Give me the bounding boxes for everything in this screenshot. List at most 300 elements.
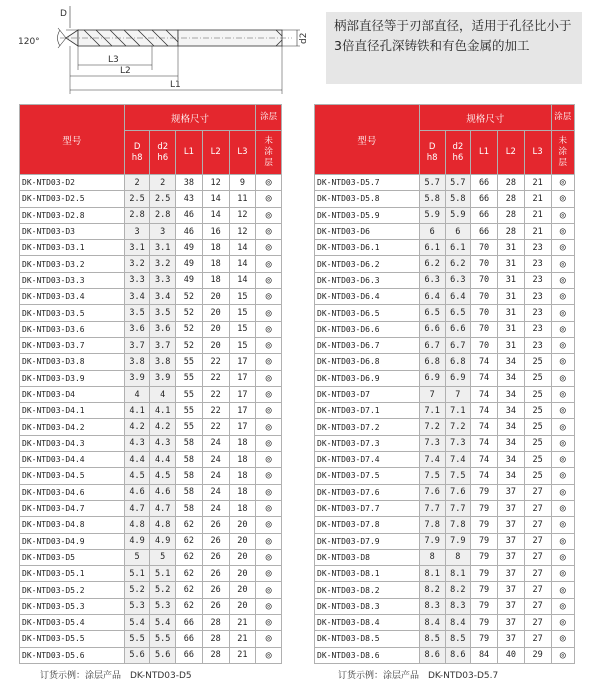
- coating-mark-icon: ◎: [256, 370, 282, 386]
- table-row: [20, 533, 282, 549]
- model-cell: DK-NTD03-D6.1: [315, 240, 420, 256]
- d2-cell: 3.4: [150, 289, 176, 305]
- table-row: [20, 354, 282, 370]
- l3-cell: 27: [524, 500, 551, 516]
- coating-mark-icon: ◎: [256, 240, 282, 256]
- l2-cell: 18: [202, 240, 229, 256]
- l2-cell: 28: [497, 175, 524, 191]
- l1-cell: 66: [471, 175, 498, 191]
- l2-cell: 34: [497, 419, 524, 435]
- l2-cell: 28: [202, 615, 229, 631]
- d-cell: 7.1: [419, 403, 445, 419]
- model-cell: DK-NTD03-D7.3: [315, 435, 420, 451]
- coating-mark-icon: ◎: [551, 354, 574, 370]
- model-cell: DK-NTD03-D8: [315, 549, 420, 565]
- d2-cell: 7.8: [445, 517, 471, 533]
- l2-cell: 14: [202, 207, 229, 223]
- l1-cell: 62: [176, 598, 203, 614]
- model-cell: DK-NTD03-D5.1: [20, 566, 125, 582]
- l2-cell: 31: [497, 272, 524, 288]
- table-row: [20, 370, 282, 386]
- l2-cell: 28: [497, 223, 524, 239]
- l3-cell: 27: [524, 598, 551, 614]
- l1-cell: 55: [176, 403, 203, 419]
- l1-cell: 70: [471, 272, 498, 288]
- model-cell: DK-NTD03-D8.1: [315, 566, 420, 582]
- d-cell: 3.2: [124, 256, 150, 272]
- coating-mark-icon: ◎: [551, 517, 574, 533]
- d-cell: 5.3: [124, 598, 150, 614]
- l2-cell: 37: [497, 598, 524, 614]
- l1-cell: 79: [471, 598, 498, 614]
- coating-mark-icon: ◎: [551, 549, 574, 565]
- d-cell: 7.8: [419, 517, 445, 533]
- coating-mark-icon: ◎: [256, 305, 282, 321]
- model-cell: DK-NTD03-D8.6: [315, 647, 420, 663]
- l2-cell: 37: [497, 533, 524, 549]
- d2-cell: 8.1: [445, 566, 471, 582]
- l1-cell: 58: [176, 468, 203, 484]
- coating-mark-icon: ◎: [256, 191, 282, 207]
- description-text: 柄部直径等于刃部直径，适用于孔径比小于3倍直径孔深铸铁和有色金属的加工: [334, 18, 572, 53]
- table-body-left: [20, 175, 282, 664]
- model-cell: DK-NTD03-D7.5: [315, 468, 420, 484]
- model-cell: DK-NTD03-D5.9: [315, 207, 420, 223]
- coating-mark-icon: ◎: [256, 223, 282, 239]
- l1-cell: 74: [471, 354, 498, 370]
- l1-cell: 55: [176, 370, 203, 386]
- coating-mark-icon: ◎: [256, 566, 282, 582]
- l1-cell: 66: [176, 615, 203, 631]
- l2-cell: 34: [497, 452, 524, 468]
- d2-cell: 5.5: [150, 631, 176, 647]
- d2-cell: 6.5: [445, 305, 471, 321]
- l3-cell: 25: [524, 435, 551, 451]
- table-row: [315, 566, 575, 582]
- header-l2: L2: [202, 131, 229, 175]
- header-l3: L3: [229, 131, 256, 175]
- model-cell: DK-NTD03-D7.7: [315, 500, 420, 516]
- l1-cell: 79: [471, 582, 498, 598]
- l2-cell: 34: [497, 435, 524, 451]
- l3-cell: 23: [524, 337, 551, 353]
- l2-cell: 34: [497, 468, 524, 484]
- model-cell: DK-NTD03-D4.8: [20, 517, 125, 533]
- l3-cell: 14: [229, 240, 256, 256]
- d2-cell: 8.5: [445, 631, 471, 647]
- table-row: [20, 484, 282, 500]
- d2-cell: 3.7: [150, 337, 176, 353]
- l2-cell: 26: [202, 517, 229, 533]
- model-cell: DK-NTD03-D7.8: [315, 517, 420, 533]
- coating-mark-icon: ◎: [551, 272, 574, 288]
- model-cell: DK-NTD03-D4: [20, 386, 125, 402]
- table-row: [20, 435, 282, 451]
- d2-cell: 5.6: [150, 647, 176, 663]
- l1-cell: 79: [471, 533, 498, 549]
- l3-cell: 23: [524, 272, 551, 288]
- l2-cell: 26: [202, 533, 229, 549]
- l1-cell: 84: [471, 647, 498, 663]
- header-coating: 涂层: [551, 105, 574, 131]
- coating-mark-icon: ◎: [256, 582, 282, 598]
- d2-cell: 6.7: [445, 337, 471, 353]
- l3-cell: 23: [524, 321, 551, 337]
- d2-cell: 4.9: [150, 533, 176, 549]
- label-l2: L2: [120, 66, 131, 76]
- d-cell: 4: [124, 386, 150, 402]
- table-row: [315, 452, 575, 468]
- d-cell: 6.1: [419, 240, 445, 256]
- l1-cell: 62: [176, 582, 203, 598]
- d-cell: 8: [419, 549, 445, 565]
- l3-cell: 25: [524, 452, 551, 468]
- coating-mark-icon: ◎: [551, 582, 574, 598]
- l1-cell: 70: [471, 321, 498, 337]
- coating-mark-icon: ◎: [551, 435, 574, 451]
- l2-cell: 22: [202, 354, 229, 370]
- table-row: [315, 549, 575, 565]
- d-cell: 7.2: [419, 419, 445, 435]
- d-cell: 2: [124, 175, 150, 191]
- coating-mark-icon: ◎: [551, 647, 574, 663]
- l3-cell: 25: [524, 468, 551, 484]
- d2-cell: 8.3: [445, 598, 471, 614]
- d-cell: 3: [124, 223, 150, 239]
- d2-cell: 5.4: [150, 615, 176, 631]
- l2-cell: 24: [202, 452, 229, 468]
- model-cell: DK-NTD03-D6.3: [315, 272, 420, 288]
- d-cell: 6.9: [419, 370, 445, 386]
- l1-cell: 74: [471, 435, 498, 451]
- label-l1: L1: [170, 80, 181, 90]
- d-cell: 5.6: [124, 647, 150, 663]
- l2-cell: 34: [497, 354, 524, 370]
- d2-cell: 7.4: [445, 452, 471, 468]
- table-row: [20, 647, 282, 663]
- d2-cell: 4.8: [150, 517, 176, 533]
- l1-cell: 49: [176, 256, 203, 272]
- l2-cell: 26: [202, 566, 229, 582]
- l3-cell: 27: [524, 484, 551, 500]
- model-cell: DK-NTD03-D4.2: [20, 419, 125, 435]
- l3-cell: 25: [524, 354, 551, 370]
- l2-cell: 37: [497, 615, 524, 631]
- l1-cell: 46: [176, 223, 203, 239]
- model-cell: DK-NTD03-D3.7: [20, 337, 125, 353]
- label-d2: d2: [299, 32, 309, 44]
- l2-cell: 22: [202, 403, 229, 419]
- table-row: [20, 468, 282, 484]
- model-cell: DK-NTD03-D5.7: [315, 175, 420, 191]
- d2-cell: 4.4: [150, 452, 176, 468]
- l2-cell: 31: [497, 289, 524, 305]
- d-cell: 3.4: [124, 289, 150, 305]
- l1-cell: 55: [176, 386, 203, 402]
- l2-cell: 26: [202, 582, 229, 598]
- header-model: 型号: [20, 105, 125, 175]
- table-row: [20, 191, 282, 207]
- d-cell: 8.3: [419, 598, 445, 614]
- d2-cell: 6.9: [445, 370, 471, 386]
- l2-cell: 12: [202, 175, 229, 191]
- d2-cell: 8: [445, 549, 471, 565]
- model-cell: DK-NTD03-D4.9: [20, 533, 125, 549]
- table-row: [20, 240, 282, 256]
- d-cell: 7: [419, 386, 445, 402]
- l3-cell: 11: [229, 191, 256, 207]
- d2-cell: 4.3: [150, 435, 176, 451]
- l3-cell: 20: [229, 517, 256, 533]
- d-cell: 8.5: [419, 631, 445, 647]
- coating-mark-icon: ◎: [256, 452, 282, 468]
- table-row: [20, 500, 282, 516]
- l1-cell: 79: [471, 566, 498, 582]
- l3-cell: 15: [229, 321, 256, 337]
- l3-cell: 20: [229, 582, 256, 598]
- l1-cell: 52: [176, 321, 203, 337]
- label-l3: L3: [108, 55, 119, 65]
- l3-cell: 27: [524, 549, 551, 565]
- coating-mark-icon: ◎: [551, 500, 574, 516]
- table-row: [315, 403, 575, 419]
- l1-cell: 79: [471, 500, 498, 516]
- description-note: [326, 12, 582, 84]
- model-cell: DK-NTD03-D7.1: [315, 403, 420, 419]
- model-cell: DK-NTD03-D5.3: [20, 598, 125, 614]
- d-cell: 6.6: [419, 321, 445, 337]
- l3-cell: 18: [229, 500, 256, 516]
- d2-cell: 7.2: [445, 419, 471, 435]
- d-cell: 6.8: [419, 354, 445, 370]
- table-row: [20, 419, 282, 435]
- l2-cell: 37: [497, 631, 524, 647]
- model-cell: DK-NTD03-D6.2: [315, 256, 420, 272]
- d-cell: 5.5: [124, 631, 150, 647]
- model-cell: DK-NTD03-D8.5: [315, 631, 420, 647]
- l3-cell: 21: [524, 175, 551, 191]
- l1-cell: 79: [471, 615, 498, 631]
- coating-mark-icon: ◎: [551, 566, 574, 582]
- d-cell: 3.9: [124, 370, 150, 386]
- l3-cell: 29: [524, 647, 551, 663]
- l3-cell: 17: [229, 370, 256, 386]
- header-l2: L2: [497, 131, 524, 175]
- model-cell: DK-NTD03-D2.5: [20, 191, 125, 207]
- table-row: [20, 256, 282, 272]
- coating-mark-icon: ◎: [256, 337, 282, 353]
- table-row: [315, 175, 575, 191]
- l3-cell: 9: [229, 175, 256, 191]
- d2-cell: 6.1: [445, 240, 471, 256]
- table-row: [315, 419, 575, 435]
- model-cell: DK-NTD03-D4.4: [20, 452, 125, 468]
- model-cell: DK-NTD03-D6.7: [315, 337, 420, 353]
- l1-cell: 70: [471, 289, 498, 305]
- d2-cell: 4.2: [150, 419, 176, 435]
- model-cell: DK-NTD03-D6: [315, 223, 420, 239]
- d-cell: 4.3: [124, 435, 150, 451]
- model-cell: DK-NTD03-D3.1: [20, 240, 125, 256]
- coating-mark-icon: ◎: [256, 598, 282, 614]
- d-cell: 4.5: [124, 468, 150, 484]
- table-row: [20, 598, 282, 614]
- d2-cell: 3.5: [150, 305, 176, 321]
- table-row: [20, 337, 282, 353]
- d2-cell: 4.7: [150, 500, 176, 516]
- l2-cell: 37: [497, 517, 524, 533]
- l1-cell: 52: [176, 305, 203, 321]
- l3-cell: 18: [229, 435, 256, 451]
- l2-cell: 22: [202, 386, 229, 402]
- coating-mark-icon: ◎: [256, 484, 282, 500]
- table-row: [315, 598, 575, 614]
- l3-cell: 27: [524, 582, 551, 598]
- l2-cell: 24: [202, 435, 229, 451]
- l3-cell: 20: [229, 533, 256, 549]
- model-cell: DK-NTD03-D4.7: [20, 500, 125, 516]
- l3-cell: 20: [229, 598, 256, 614]
- coating-mark-icon: ◎: [551, 337, 574, 353]
- table-row: [20, 386, 282, 402]
- model-cell: DK-NTD03-D7.6: [315, 484, 420, 500]
- l1-cell: 70: [471, 256, 498, 272]
- l3-cell: 25: [524, 370, 551, 386]
- l3-cell: 17: [229, 419, 256, 435]
- l1-cell: 66: [176, 631, 203, 647]
- model-cell: DK-NTD03-D7.2: [315, 419, 420, 435]
- l3-cell: 25: [524, 386, 551, 402]
- l1-cell: 38: [176, 175, 203, 191]
- d-cell: 3.8: [124, 354, 150, 370]
- l2-cell: 40: [497, 647, 524, 663]
- coating-mark-icon: ◎: [551, 289, 574, 305]
- l3-cell: 27: [524, 631, 551, 647]
- table-row: [315, 631, 575, 647]
- d2-cell: 7.9: [445, 533, 471, 549]
- d-cell: 6.7: [419, 337, 445, 353]
- l2-cell: 18: [202, 272, 229, 288]
- coating-mark-icon: ◎: [551, 175, 574, 191]
- table-row: [315, 354, 575, 370]
- l3-cell: 21: [229, 647, 256, 663]
- d-cell: 3.5: [124, 305, 150, 321]
- coating-mark-icon: ◎: [551, 256, 574, 272]
- table-row: [20, 631, 282, 647]
- d-cell: 3.6: [124, 321, 150, 337]
- label-angle: 120°: [18, 37, 40, 47]
- d-cell: 6: [419, 223, 445, 239]
- l2-cell: 34: [497, 403, 524, 419]
- d-cell: 5.4: [124, 615, 150, 631]
- model-cell: DK-NTD03-D6.5: [315, 305, 420, 321]
- l2-cell: 37: [497, 484, 524, 500]
- coating-mark-icon: ◎: [256, 647, 282, 663]
- l2-cell: 14: [202, 191, 229, 207]
- coating-mark-icon: ◎: [256, 631, 282, 647]
- header-coating: 涂层: [256, 105, 282, 131]
- table-row: [20, 207, 282, 223]
- label-d: D: [60, 9, 67, 19]
- d2-cell: 3.1: [150, 240, 176, 256]
- table-row: [315, 223, 575, 239]
- d2-cell: 7.1: [445, 403, 471, 419]
- d-cell: 6.5: [419, 305, 445, 321]
- l1-cell: 66: [176, 647, 203, 663]
- l3-cell: 21: [524, 223, 551, 239]
- d2-cell: 5.1: [150, 566, 176, 582]
- d2-cell: 8.2: [445, 582, 471, 598]
- header-d2: d2 h6: [150, 131, 176, 175]
- order-example-right: 订货示例：涂层产品 DK-NTD03-D5.7: [338, 671, 499, 681]
- d-cell: 3.1: [124, 240, 150, 256]
- l1-cell: 58: [176, 484, 203, 500]
- coating-mark-icon: ◎: [256, 321, 282, 337]
- drill-diagram: [0, 0, 320, 100]
- d2-cell: 2.8: [150, 207, 176, 223]
- l3-cell: 15: [229, 337, 256, 353]
- d2-cell: 3.8: [150, 354, 176, 370]
- table-row: [20, 403, 282, 419]
- model-cell: DK-NTD03-D3: [20, 223, 125, 239]
- spec-table-left: [19, 104, 282, 664]
- d2-cell: 3.3: [150, 272, 176, 288]
- table-row: [315, 272, 575, 288]
- l2-cell: 31: [497, 240, 524, 256]
- d2-cell: 4: [150, 386, 176, 402]
- l1-cell: 74: [471, 370, 498, 386]
- l2-cell: 26: [202, 549, 229, 565]
- coating-mark-icon: ◎: [256, 517, 282, 533]
- coating-mark-icon: ◎: [551, 207, 574, 223]
- l2-cell: 20: [202, 337, 229, 353]
- model-cell: DK-NTD03-D4.5: [20, 468, 125, 484]
- model-cell: DK-NTD03-D8.4: [315, 615, 420, 631]
- l3-cell: 12: [229, 207, 256, 223]
- l1-cell: 66: [471, 191, 498, 207]
- l2-cell: 28: [202, 631, 229, 647]
- model-cell: DK-NTD03-D7.9: [315, 533, 420, 549]
- d-cell: 7.5: [419, 468, 445, 484]
- table-row: [315, 435, 575, 451]
- header-d2: d2 h6: [445, 131, 471, 175]
- coating-mark-icon: ◎: [256, 468, 282, 484]
- l3-cell: 17: [229, 354, 256, 370]
- coating-mark-icon: ◎: [551, 386, 574, 402]
- model-cell: DK-NTD03-D3.4: [20, 289, 125, 305]
- header-spec: 规格尺寸: [124, 105, 256, 131]
- table-row: [20, 305, 282, 321]
- l3-cell: 27: [524, 615, 551, 631]
- d2-cell: 3.2: [150, 256, 176, 272]
- d-cell: 3.3: [124, 272, 150, 288]
- l1-cell: 74: [471, 468, 498, 484]
- l1-cell: 49: [176, 240, 203, 256]
- table-row: [315, 256, 575, 272]
- d2-cell: 6.3: [445, 272, 471, 288]
- d-cell: 7.9: [419, 533, 445, 549]
- l3-cell: 27: [524, 533, 551, 549]
- d2-cell: 6: [445, 223, 471, 239]
- coating-mark-icon: ◎: [256, 207, 282, 223]
- l3-cell: 21: [524, 207, 551, 223]
- table-row: [315, 582, 575, 598]
- d2-cell: 3.9: [150, 370, 176, 386]
- d2-cell: 7.7: [445, 500, 471, 516]
- table-row: [315, 468, 575, 484]
- table-row: [20, 321, 282, 337]
- d-cell: 6.3: [419, 272, 445, 288]
